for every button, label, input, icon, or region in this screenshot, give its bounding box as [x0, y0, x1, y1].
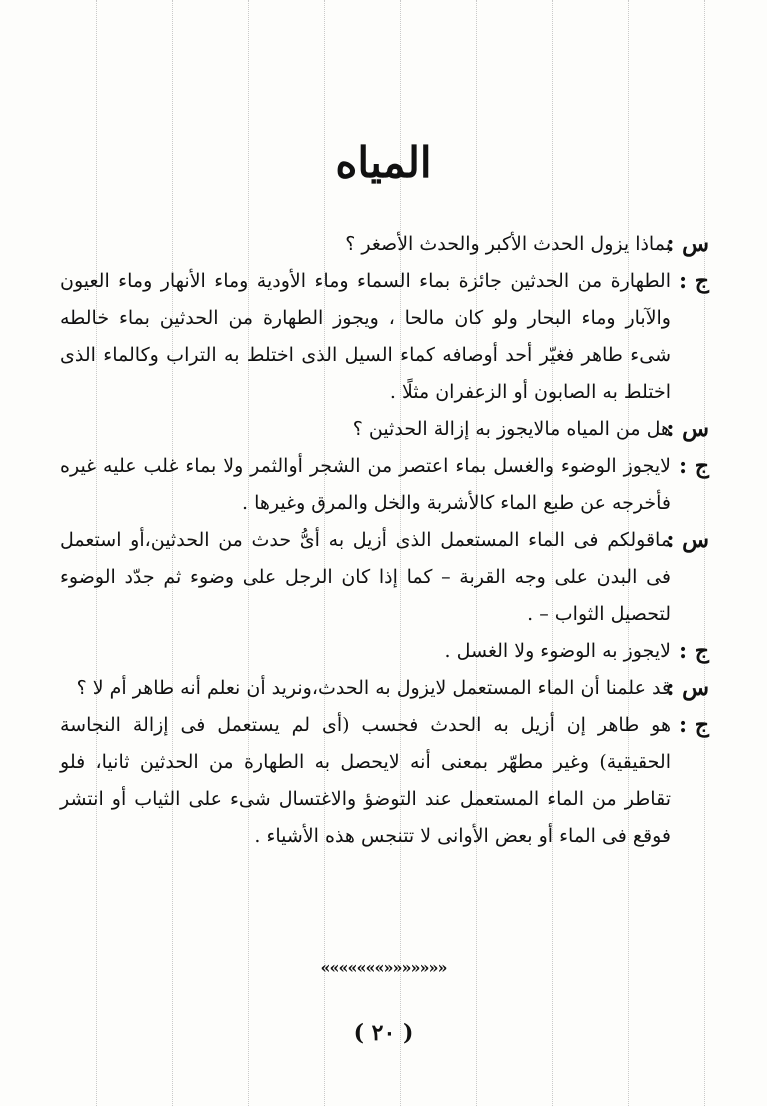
answer — [60, 633, 709, 670]
page-title: المياه — [335, 138, 432, 187]
answer-label: ج : — [679, 712, 709, 738]
answer-text: هو طاهر إن أزيل به الحدث فحسب (أى لم يستعمل فى إزالة النجاسة الحقيقية) وغير مطهّر بمعنى أنه لايحصل به الطهارة من الحدثين ثانيا، فلو تقاطر من الماء المستعمل عند التوضؤ والاغتسال شىء على الثياب أو انتشر فوقع فى الماء أو بعض الأوانى لا تتنجس هذه الأشياء . — [60, 714, 671, 847]
question-label: س : — [666, 416, 709, 442]
question — [60, 226, 709, 263]
answer-text: لايجوز به الوضوء ولا الغسل . — [444, 640, 671, 662]
question — [60, 670, 709, 707]
qa-section — [60, 226, 709, 855]
question — [60, 411, 709, 448]
answer-text: لايجوز الوضوء والغسل بماء اعتصر من الشجر أوالثمر ولا بماء غلب عليه غيره فأخرجه عن طبع الماء كالأشربة والخل والمرق وغيرها . — [60, 455, 671, 514]
question-text: هل من المياه مالايجوز به إزالة الحدثين ؟ — [352, 418, 671, 440]
question — [60, 522, 709, 633]
section-ornament: «««««««»»»»»»» — [320, 958, 447, 977]
answer-label: ج : — [679, 453, 709, 479]
question-text: قد علمنا أن الماء المستعمل لايزول به الحدث،ونريد أن نعلم أنه طاهر أم لا ؟ — [76, 677, 671, 699]
answer-label: ج : — [679, 268, 709, 294]
answer — [60, 263, 709, 411]
answer-text: الطهارة من الحدثين جائزة بماء السماء وماء الأودية وماء الأنهار وماء العيون والآبار وماء البحار ولو كان مالحا ، ويجوز الطهارة من الحدثين بماء خالطه شىء طاهر فغيّر أحد أوصافه كماء السيل الذى اختلط به التراب وكالماء الذى اختلط به الصابون أو الزعفران مثلًا . — [60, 270, 671, 403]
answer — [60, 448, 709, 522]
question-label: س : — [666, 675, 709, 701]
question-text: ماقولكم فى الماء المستعمل الذى أزيل به أىُّ حدث من الحدثين،أو استعمل فى البدن على وجه القربة – كما إذا كان الرجل على وضوء ثم جدّد الوضوء لتحصيل الثواب – . — [60, 529, 671, 625]
page-number: ( ٢٠ ) — [353, 1020, 414, 1046]
answer — [60, 707, 709, 855]
answer-label: ج : — [679, 638, 709, 664]
question-text: بماذا يزول الحدث الأكبر والحدث الأصغر ؟ — [345, 233, 671, 255]
question-label: س : — [666, 527, 709, 553]
question-label: س : — [666, 231, 709, 257]
